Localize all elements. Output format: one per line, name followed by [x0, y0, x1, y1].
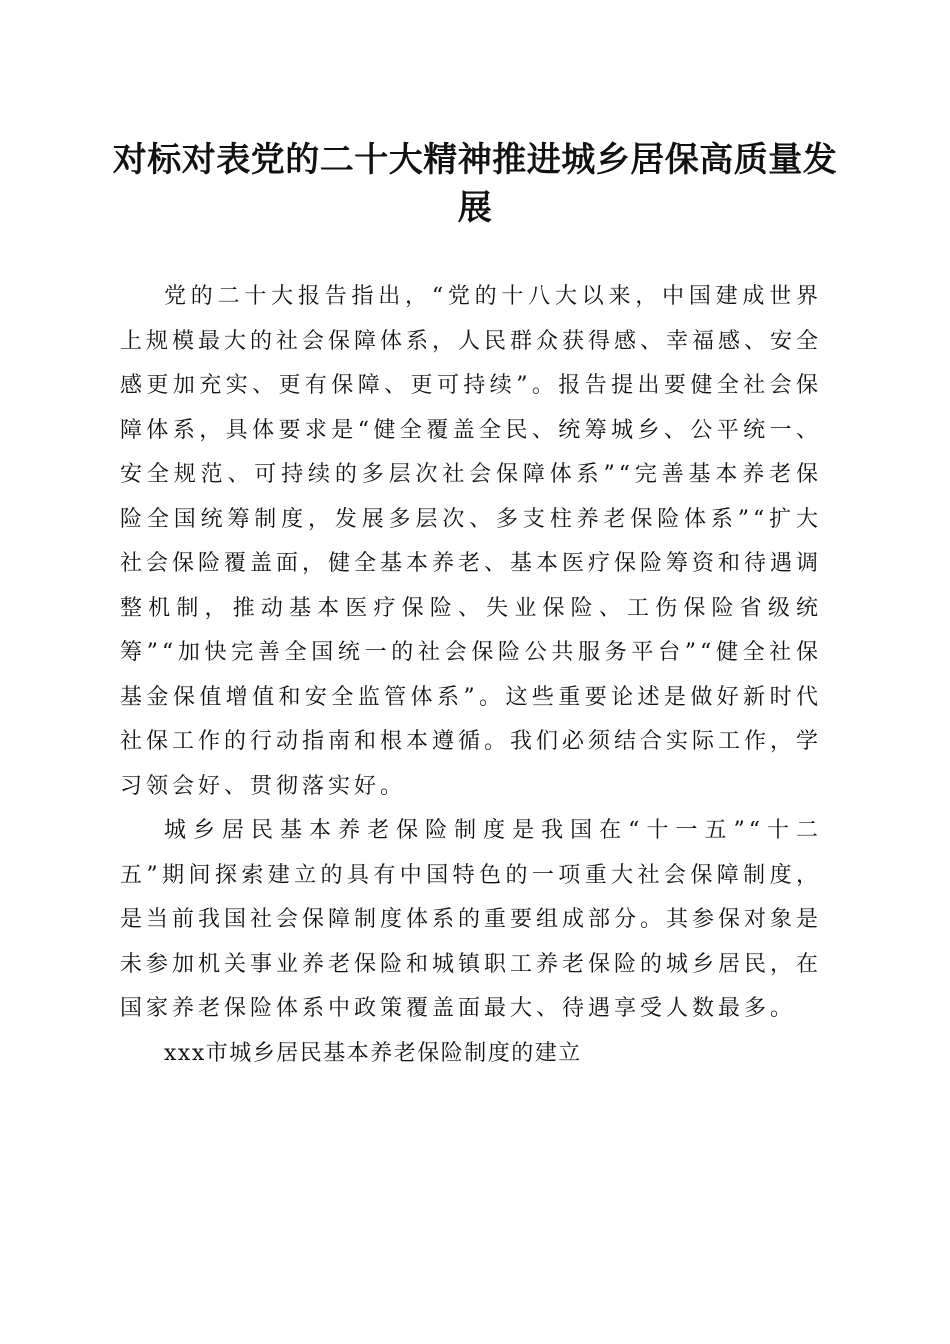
- body-paragraph: 党的二十大报告指出，“党的十八大以来，中国建成世界上规模最大的社会保障体系，人民群众获得感、幸福感、安全感更加充实、更有保障、更可持续”。报告提出要健全社会保障体系，具体要求是“健全覆盖全民、统筹城乡、公平统一、安全规范、可持续的多层次社会保障体系”“完善基本养老保险全国统筹制度，发展多层次、多支柱养老保险体系”“扩大社会保险覆盖面，健全基本养老、基本医疗保险筹资和待遇调整机制，推动基本医疗保险、失业保险、工伤保险省级统筹”“加快完善全国统一的社会保险公共服务平台”“健全社保基金保值增值和安全监管体系”。这些重要论述是做好新时代社保工作的行动指南和根本遵循。我们必须结合实际工作，学习领会好、贯彻落实好。: [120, 284, 823, 799]
- document-title: 对标对表党的二十大精神推进城乡居保高质量发展: [112, 140, 838, 228]
- body-paragraph: 城乡居民基本养老保险制度是我国在“十一五”“十二五”期间探索建立的具有中国特色的一项重大社会保障制度，是当前我国社会保障制度体系的重要组成部分。其参保对象是未参加机关事业养老保险和城镇职工养老保险的城乡居民，在国家养老保险体系中政策覆盖面最大、待遇享受人数最多。: [120, 818, 823, 1021]
- document-body: [120, 275, 822, 1076]
- section-heading-paragraph: xxx市城乡居民基本养老保险制度的建立: [164, 1040, 582, 1066]
